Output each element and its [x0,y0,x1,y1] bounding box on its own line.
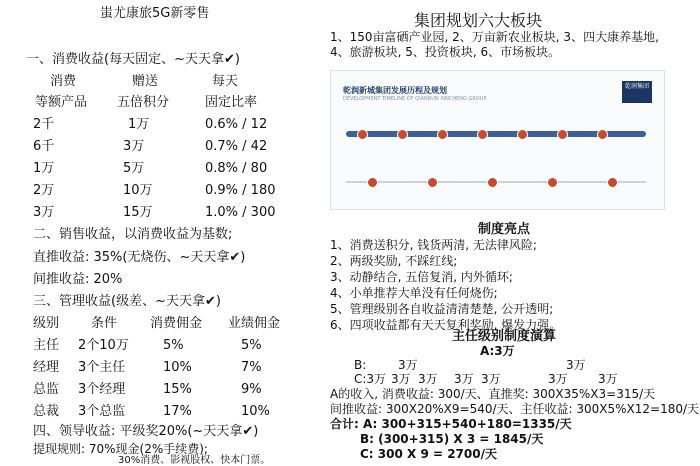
feature-4: 4、小单推荐大单没有任何烧伤; [330,286,498,300]
sec3-row-1-c3: 5% [163,338,184,353]
timeline-dot [557,129,568,140]
withdraw-rule-1: 提现规则: 70%现金(2%手续费); [33,442,208,456]
sec1-row-4-c2: 10万 [123,183,153,198]
sec1-row-2-c3: 0.7% / 42 [205,139,268,154]
timeline-title: 乾润新城集团发展历程及规划 [343,86,447,95]
sec3-row-3-c3: 15% [163,382,192,397]
sec1-row-5-c1: 3万 [33,205,55,220]
sec3-row-3-c4: 9% [241,382,262,397]
feature-1: 1、消费送积分, 钱货两清, 无法律风险; [330,238,537,252]
sec3-row-4-c3: 17% [163,404,192,419]
sec1-sub-c3: 固定比率 [205,95,258,110]
timeline-dot [487,177,498,188]
calc-a: A:3万 [480,344,515,358]
sec1-row-1-c3: 0.6% / 12 [205,117,268,132]
sec3-row-3-c2: 3个经理 [78,382,126,397]
sec3-row-2-c1: 经理 [33,360,60,375]
sec1-row-2-c1: 6千 [33,139,55,154]
sec3-row-4-c1: 总裁 [33,404,60,419]
calc-b-2: 3万 [566,358,586,372]
feature-5: 5、管理级别各自收益清清楚楚, 公开透明; [330,302,554,316]
sec1-row-3-c3: 0.8% / 80 [205,161,268,176]
sec3-row-2-c4: 7% [241,360,262,375]
sec3-row-1-c1: 主任 [33,338,60,353]
indirect-referral-income: 间推收益: 20% [33,272,123,287]
calc-total-b: B: (300+315) X 3 = 1845/天 [360,432,544,446]
timeline-dot [437,129,448,140]
calc-line-2: 间推收益: 300X20%X9=540/天、主任收益: 300X5%X12=180/天 [330,402,700,416]
feature-6: 6、四项收益都有天天复利奖励, 爆发力强。 [330,318,562,332]
sec1-sub-c2: 五倍积分 [117,95,170,110]
sec3-row-3-c1: 总监 [33,382,60,397]
sec1-row-4-c3: 0.9% / 180 [205,183,276,198]
sec1-row-3-c1: 1万 [33,161,55,176]
feature-3: 3、动静结合, 五倍复消, 内外循环; [330,270,513,284]
feature-2: 2、两级奖励, 不踩红线; [330,254,458,268]
sec3-row-2-c3: 10% [163,360,192,375]
sec3-head-c2: 条件 [91,316,118,331]
calc-b-label: B: [354,358,367,372]
section-1-heading: 一、消费收益(每天固定、~天天拿✔) [26,52,240,67]
group-logo: 乾润集团 [622,81,652,103]
group-timeline-image [330,70,665,210]
sec1-head-c2: 赠送 [132,74,159,89]
left-title: 蚩尤康旅5G新零售 [100,6,210,21]
timeline-dot [367,177,378,188]
timeline-dot [517,129,528,140]
withdraw-rule-2: 30%消费、影视股权、快本门票。 [118,455,271,466]
sec3-head-c1: 级别 [33,316,60,331]
sec1-sub-c1: 等额产品 [35,95,88,110]
calc-c-4: 3万 [481,372,501,386]
calc-c-label: C:3万 [354,372,387,386]
calc-title: 主任级别制度演算 [452,329,557,344]
sec1-row-3-c2: 5万 [123,161,145,176]
plan-line-1: 1、150亩富硒产业园, 2、万亩新农业板块, 3、四大康养基地, [330,30,659,44]
sec1-row-4-c1: 2万 [33,183,55,198]
sec1-head-c3: 每天 [212,74,239,89]
calc-line-1: A的收入, 消费收益: 300/天、直推奖: 300X35%X3=315/天 [330,387,656,401]
section-3-heading: 三、管理收益(级差、~天天拿✔) [33,294,221,309]
sec3-row-4-c2: 3个总监 [78,404,126,419]
direct-referral-income: 直推收益: 35%(无烧伤、~天天拿✔) [33,250,246,265]
sec3-head-c3: 消费佣金 [150,316,203,331]
sec1-row-5-c3: 1.0% / 300 [205,205,276,220]
sec1-row-1-c1: 2千 [33,117,55,132]
sec1-head-c1: 消费 [50,74,77,89]
sec1-row-1-c2: 1万 [128,117,150,132]
sec3-row-4-c4: 10% [241,404,270,419]
timeline-dot [357,129,368,140]
right-title: 集团规划六大板块 [414,11,543,30]
timeline-dot [477,129,488,140]
features-title: 制度亮点 [478,222,531,237]
timeline-dot [427,177,438,188]
sec3-row-1-c2: 2个10万 [78,338,129,353]
calc-total-c: C: 300 X 9 = 2700/天 [360,447,497,461]
timeline-dot [607,177,618,188]
timeline-dot [547,177,558,188]
sec3-row-2-c2: 3个主任 [78,360,126,375]
sec1-row-2-c2: 3万 [123,139,145,154]
calc-c-5: 3万 [548,372,568,386]
calc-c-3: 3万 [454,372,474,386]
timeline-dot [597,129,608,140]
sec3-head-c4: 业绩佣金 [228,316,281,331]
timeline-subtitle: DEVELOPMENT TIMELINE OF QIANRUN XINCHENG GROUP [343,96,487,102]
timeline-dot [397,129,408,140]
calc-c-6: 3万 [598,372,618,386]
calc-total-a: 合计: A: 300+315+540+180=1335/天 [330,417,572,431]
calc-c-2: 3万 [418,372,438,386]
calc-c-1: 3万 [391,372,411,386]
sec3-row-1-c4: 5% [241,338,262,353]
calc-b-1: 3万 [398,358,418,372]
section-4-heading: 四、领导收益: 平级奖20%(~天天拿✔) [33,424,259,439]
sec1-row-5-c2: 15万 [123,205,153,220]
plan-line-2: 4、旅游板块, 5、投资板块, 6、市场板块。 [330,45,561,59]
section-2-heading: 二、销售收益，以消费收益为基数; [33,227,233,242]
